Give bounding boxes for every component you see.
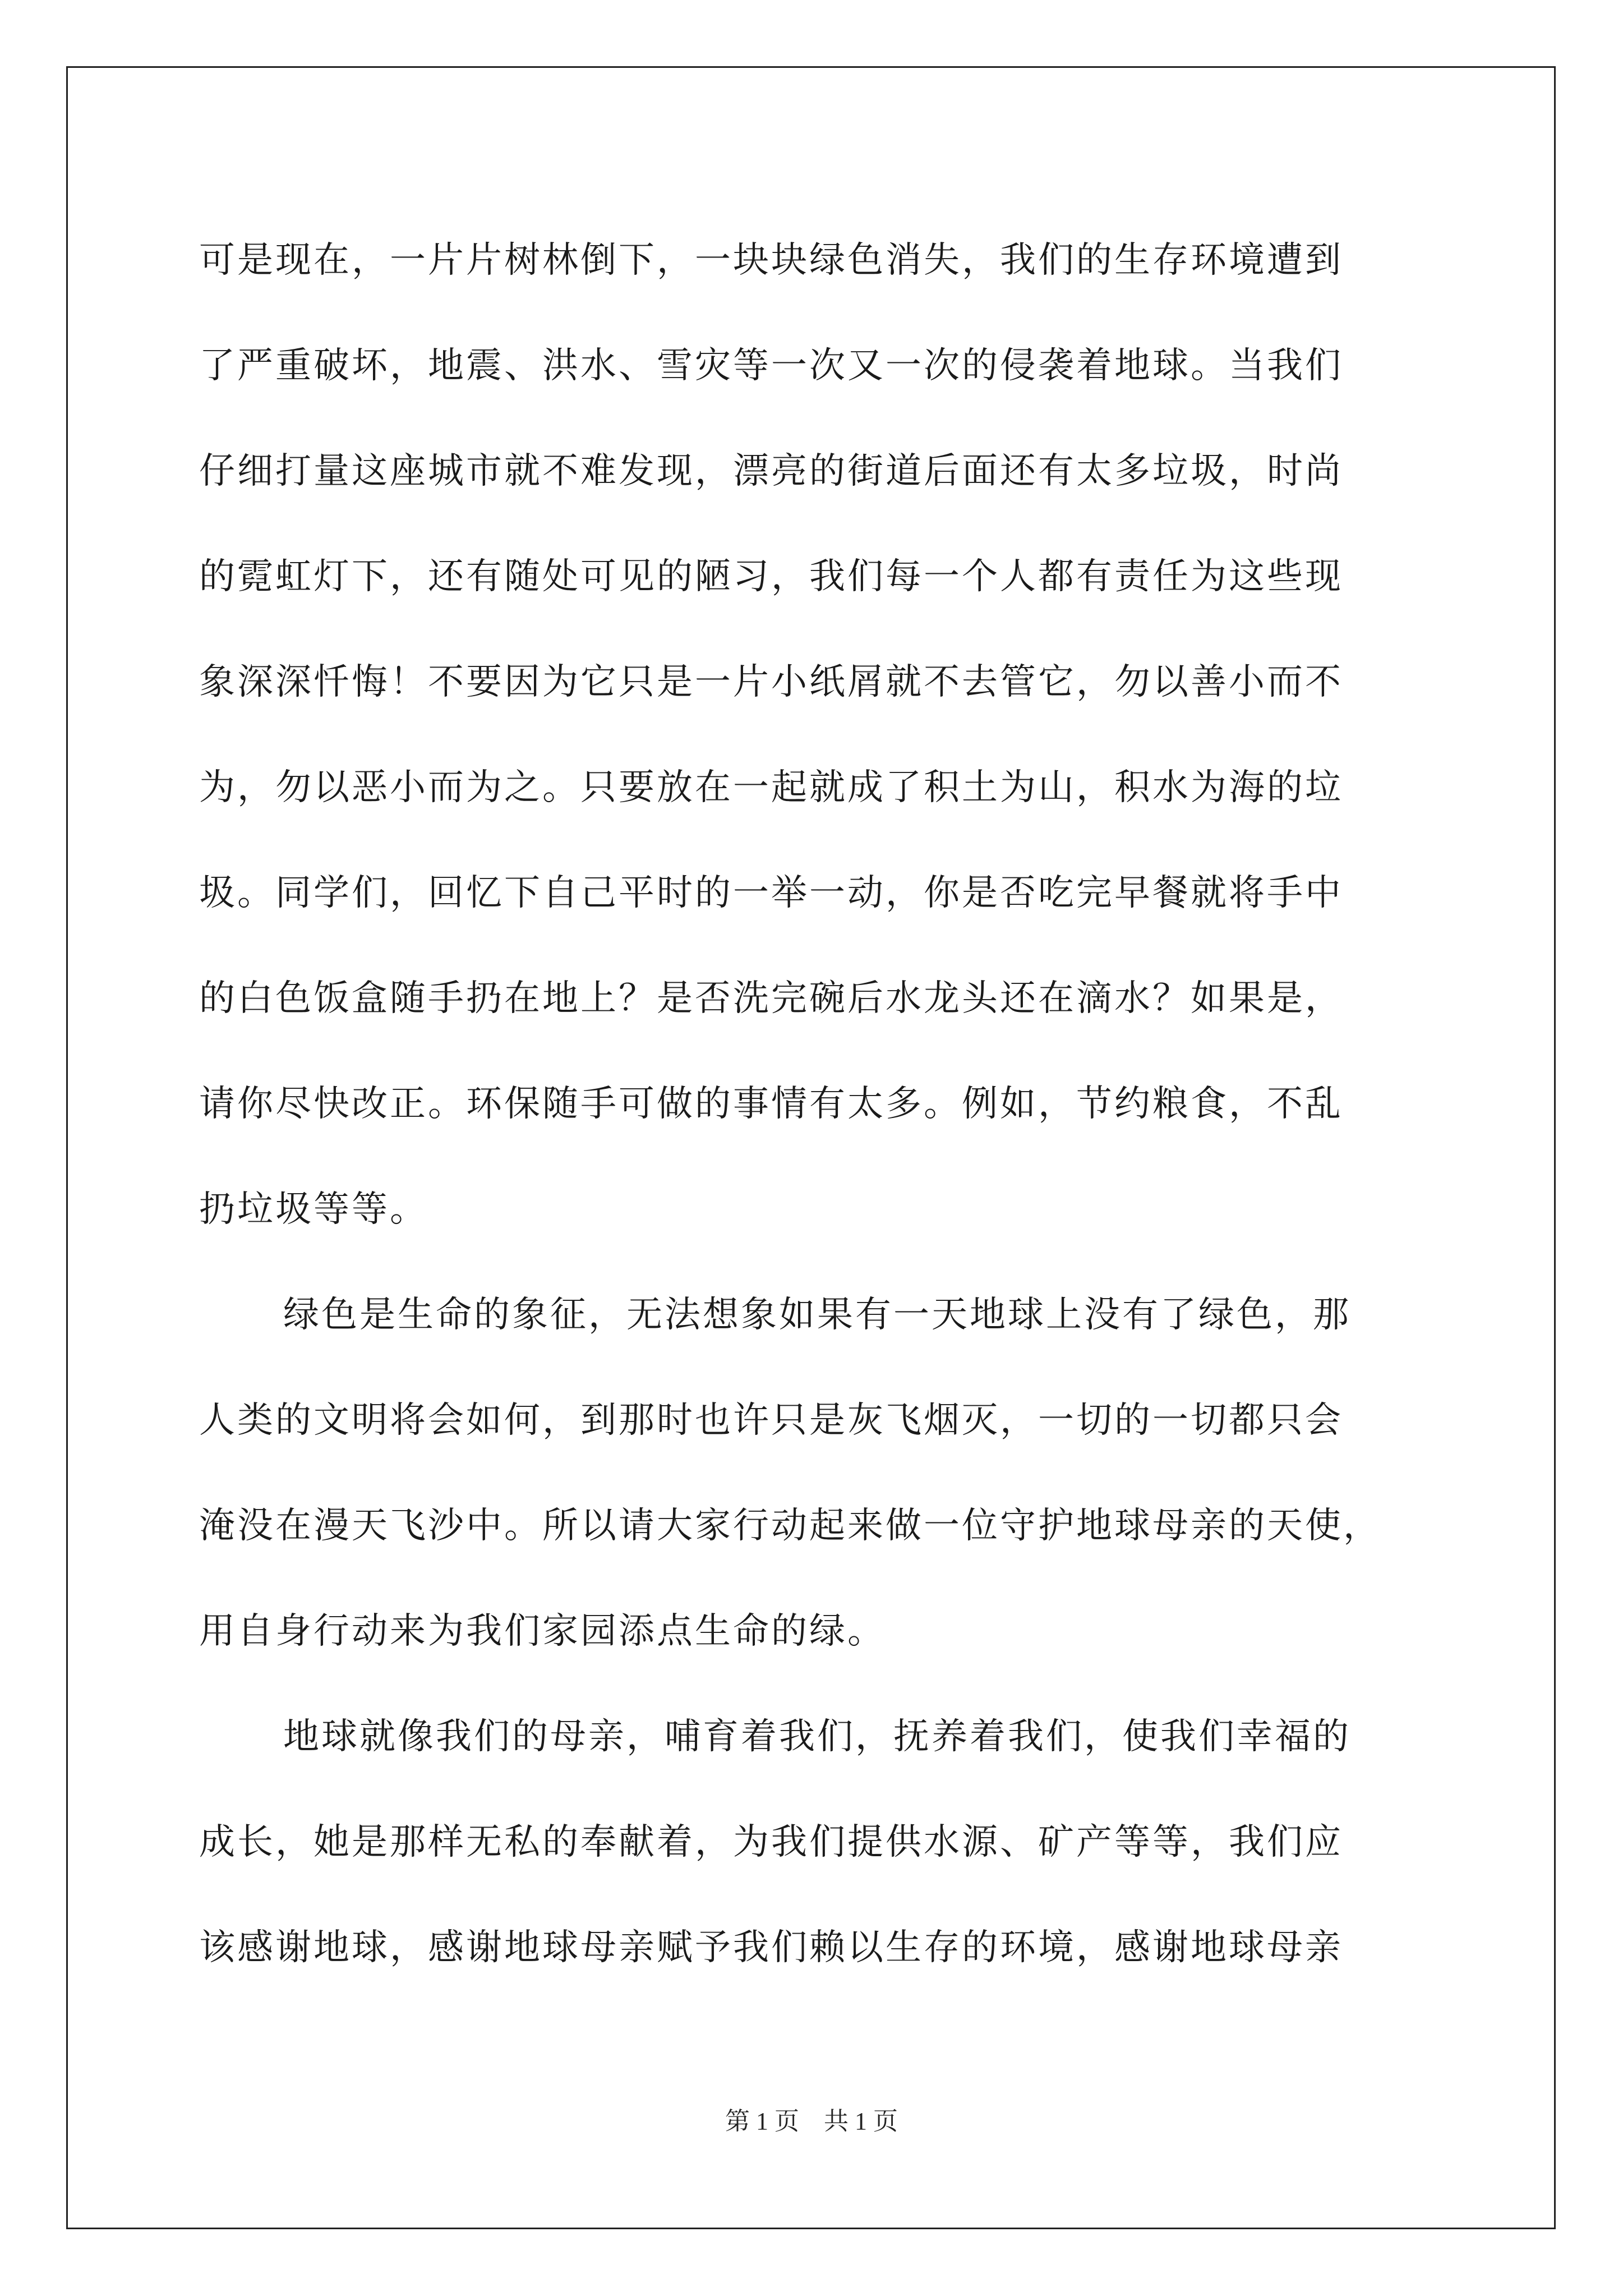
text-line: 的白色饭盒随手扔在地上？是否洗完碗后水龙头还在滴水？如果是， xyxy=(199,978,1343,1019)
text-line: 人类的文明将会如何，到那时也许只是灰飞烟灭，一切的一切都只会 xyxy=(199,1400,1343,1441)
text-line: 可是现在，一片片树林倒下，一块块绿色消失，我们的生存环境遭到 xyxy=(199,240,1343,281)
text-line: 象深深忏悔！不要因为它只是一片小纸屑就不去管它，勿以善小而不 xyxy=(199,661,1343,703)
paragraph-1 xyxy=(199,208,1427,1262)
text-line: 淹没在漫天飞沙中。所以请大家行动起来做一位守护地球母亲的天使， xyxy=(199,1505,1381,1547)
paragraph-2 xyxy=(199,1262,1427,1684)
text-line: 圾。同学们，回忆下自己平时的一举一动，你是否吃完早餐就将手中 xyxy=(199,872,1343,914)
text-line: 仔细打量这座城市就不难发现，漂亮的街道后面还有太多垃圾，时尚 xyxy=(199,450,1343,492)
text-line: 扔垃圾等等。 xyxy=(199,1189,428,1230)
text-line: 地球就像我们的母亲，哺育着我们，抚养着我们，使我们幸福的 xyxy=(283,1716,1351,1757)
paragraph-3 xyxy=(199,1684,1427,2000)
text-line: 成长，她是那样无私的奉献着，为我们提供水源、矿产等等，我们应 xyxy=(199,1821,1343,1863)
text-line: 绿色是生命的象征，无法想象如果有一天地球上没有了绿色，那 xyxy=(283,1294,1351,1336)
text-line: 了严重破坏，地震、洪水、雪灾等一次又一次的侵袭着地球。当我们 xyxy=(199,345,1343,386)
text-line: 请你尽快改正。环保随手可做的事情有太多。例如，节约粮食，不乱 xyxy=(199,1083,1343,1125)
text-line: 该感谢地球，感谢地球母亲赋予我们赖以生存的环境，感谢地球母亲 xyxy=(199,1927,1343,1968)
text-line: 用自身行动来为我们家园添点生命的绿。 xyxy=(199,1611,886,1652)
text-line: 为，勿以恶小而为之。只要放在一起就成了积土为山，积水为海的垃 xyxy=(199,767,1343,808)
page-number-footer: 第 1 页 共 1 页 xyxy=(725,2108,898,2135)
text-line: 的霓虹灯下，还有随处可见的陋习，我们每一个人都有责任为这些现 xyxy=(199,556,1343,597)
document-body xyxy=(199,208,1427,2000)
